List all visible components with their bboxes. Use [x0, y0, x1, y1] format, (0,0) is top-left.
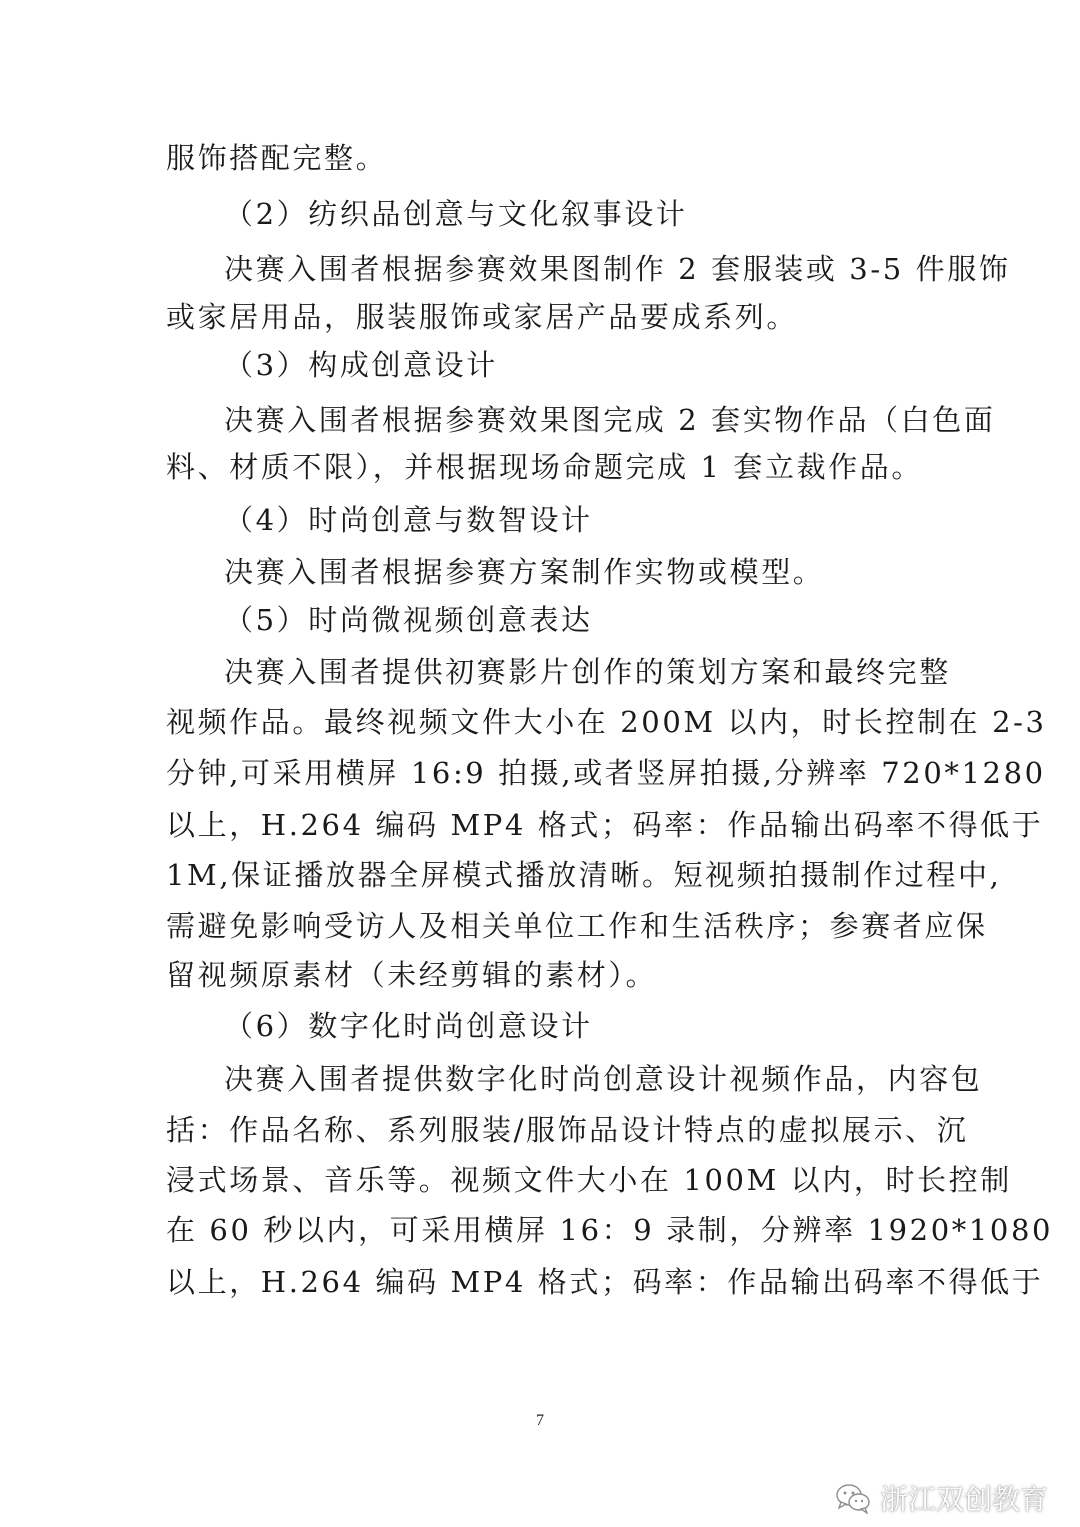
paragraph-line: 以上，H.264 编码 MP4 格式；码率：作品输出码率不得低于 [166, 1265, 1044, 1299]
paragraph-line: 浸式场景、音乐等。视频文件大小在 100M 以内，时长控制 [166, 1163, 1012, 1197]
watermark [834, 1478, 1048, 1518]
paragraph-line: 或家居用品，服装服饰或家居产品要成系列。 [166, 300, 799, 334]
section-heading: （6）数字化时尚创意设计 [224, 1009, 593, 1043]
paragraph-line: 视频作品。最终视频文件大小在 200M 以内，时长控制在 2-3 [166, 705, 1047, 739]
paragraph-line: 需避免影响受访人及相关单位工作和生活秩序；参赛者应保 [166, 909, 988, 943]
paragraph-line: 服饰搭配完整。 [166, 141, 388, 175]
wechat-icon [834, 1482, 872, 1514]
watermark-text: 浙江双创教育 [879, 1483, 1048, 1516]
section-heading: （3）构成创意设计 [224, 348, 498, 382]
paragraph-line: 分钟,可采用横屏 16:9 拍摄,或者竖屏拍摄,分辨率 720*1280 [166, 756, 1046, 790]
section-heading: （5）时尚微视频创意表达 [224, 603, 593, 637]
section-heading: （2）纺织品创意与文化叙事设计 [224, 197, 688, 231]
paragraph-line: 决赛入围者根据参赛效果图完成 2 套实物作品（白色面 [224, 403, 996, 437]
paragraph-line: 1M,保证播放器全屏模式播放清晰。短视频拍摄制作过程中, [166, 858, 1002, 892]
paragraph-line: 决赛入围者提供初赛影片创作的策划方案和最终完整 [224, 655, 951, 689]
paragraph-line: 括：作品名称、系列服装/服饰品设计特点的虚拟展示、沉 [166, 1113, 969, 1147]
paragraph-line: 在 60 秒以内，可采用横屏 16：9 录制，分辨率 1920*1080 [166, 1213, 1054, 1247]
paragraph-line: 决赛入围者根据参赛方案制作实物或模型。 [224, 555, 825, 589]
paragraph-line: 以上，H.264 编码 MP4 格式；码率：作品输出码率不得低于 [166, 808, 1044, 842]
section-heading: （4）时尚创意与数智设计 [224, 503, 593, 537]
paragraph-line: 决赛入围者根据参赛效果图制作 2 套服装或 3-5 件服饰 [224, 252, 1011, 286]
page-number: 7 [536, 1412, 544, 1429]
paragraph-line: 料、材质不限），并根据现场命题完成 1 套立裁作品。 [166, 450, 923, 484]
paragraph-line: 决赛入围者提供数字化时尚创意设计视频作品，内容包 [224, 1062, 983, 1096]
paragraph-line: 留视频原素材（未经剪辑的素材）。 [166, 958, 658, 992]
